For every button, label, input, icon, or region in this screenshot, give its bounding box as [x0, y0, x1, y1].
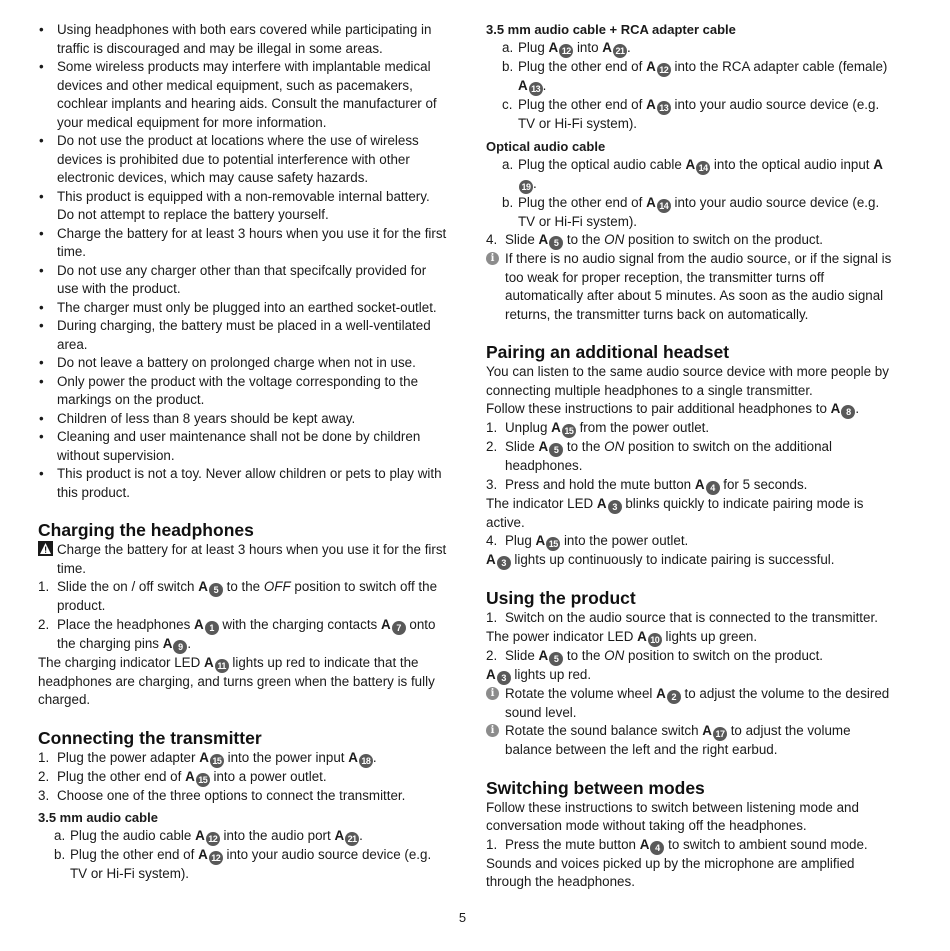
component-badge: 15	[196, 773, 210, 787]
step-text: to the	[566, 232, 601, 247]
step-number: 2.	[486, 439, 498, 454]
component-letter: A	[602, 40, 612, 55]
safety-bullet: • Do not leave a battery on prolonged charge when not in use.	[38, 354, 448, 373]
section-heading-switching: Switching between modes	[486, 777, 705, 798]
step-text: from the power outlet.	[579, 420, 710, 435]
safety-bullet: • Only power the product with the voltage corresponding to the markings on the product.	[38, 373, 448, 410]
component-badge: 10	[648, 633, 662, 647]
info-text: If there is no audio signal from the audio source, or if the signal is too weak for proper reception, the transmitter turns off automatically after about 5 minutes. As soon as the audio signal returns, the transmitter turns back on automatically.	[505, 251, 892, 322]
component-badge: 18	[359, 754, 373, 768]
component-letter: A	[198, 847, 208, 862]
info-text: to adjust the volume to the desired sound level.	[505, 685, 890, 720]
note-text: blinks quickly to indicate pairing mode is active.	[486, 495, 864, 530]
connect-step-3	[38, 787, 448, 806]
note-text: The power indicator LED	[486, 628, 634, 644]
component-letter: A	[334, 828, 345, 843]
component-letter: A	[204, 654, 214, 670]
connect-step-1	[38, 749, 448, 768]
option-heading: 3.5 mm audio cable + RCA adapter cable	[486, 22, 736, 37]
switch-position: ON	[604, 439, 625, 454]
component-badge: 5	[209, 583, 223, 597]
info-note	[486, 250, 896, 324]
step-text: .	[187, 635, 192, 651]
component-letter: A	[646, 97, 656, 112]
component-letter: A	[198, 579, 208, 594]
step-text: Plug the other end of	[70, 847, 195, 862]
safety-bullet: • Do not use any charger other than that specifcally provided for use with the product.	[38, 262, 448, 299]
step-text: .	[372, 749, 377, 765]
component-badge: 13	[657, 101, 671, 115]
component-letter: A	[685, 156, 696, 172]
step-text: Plug the power adapter	[57, 749, 196, 765]
charging-led-note	[38, 654, 448, 710]
using-power-note	[486, 628, 896, 647]
option-step	[38, 846, 448, 884]
component-letter: A	[535, 533, 546, 548]
note-text: lights up red.	[514, 666, 592, 682]
step-number: 4.	[486, 533, 498, 548]
step-number: 1.	[486, 610, 498, 625]
component-badge: 4	[650, 841, 664, 855]
component-badge: 12	[559, 44, 573, 58]
step-text: into	[576, 40, 599, 55]
pairing-step-4	[486, 532, 896, 551]
step-number: 1.	[486, 836, 498, 852]
step-text: into your audio source device (e.g. TV or Hi-Fi system).	[70, 847, 432, 881]
component-letter: A	[518, 78, 528, 93]
step-number: 2.	[486, 647, 498, 663]
component-letter: A	[162, 635, 173, 651]
component-letter: A	[596, 495, 607, 511]
step-text: into the power outlet.	[563, 533, 689, 548]
component-badge: 12	[206, 832, 220, 846]
step-text: Slide	[505, 232, 535, 247]
step-text: Plug the optical audio cable	[518, 156, 682, 172]
option-step	[486, 156, 896, 194]
component-badge: 5	[549, 443, 563, 457]
switch-position: ON	[604, 647, 625, 663]
component-letter: A	[194, 616, 204, 632]
pairing-done-note	[486, 551, 896, 570]
component-badge: 14	[696, 161, 710, 175]
component-badge: 5	[549, 236, 563, 250]
component-letter: A	[646, 194, 656, 210]
component-badge: 12	[209, 851, 223, 865]
step-text: to the	[226, 579, 261, 594]
step-number: 1.	[38, 579, 50, 594]
component-letter: A	[551, 420, 561, 435]
step-text: Press and hold the mute button	[505, 476, 692, 492]
component-badge: 2	[667, 690, 681, 704]
step-text: into your audio source device (e.g. TV or Hi-Fi system).	[518, 97, 880, 131]
component-letter: A	[199, 749, 209, 765]
component-letter: A	[702, 723, 712, 738]
step-text: position to switch off the product.	[57, 579, 438, 613]
pairing-intro: You can listen to the same audio source device with more people by connecting multiple headphones to a single transmitter.	[486, 364, 889, 398]
charging-step-1	[38, 578, 448, 616]
safety-bullet: • Charge the battery for at least 3 hours when you use it for the first time.	[38, 225, 448, 262]
step-text: into your audio source device (e.g. TV or Hi-Fi system).	[518, 194, 880, 229]
component-letter: A	[656, 685, 666, 701]
option-heading: 3.5 mm audio cable	[38, 810, 158, 825]
option-step	[486, 194, 896, 232]
pairing-step-2	[486, 438, 896, 476]
section-heading-pairing: Pairing an additional headset	[486, 342, 730, 362]
info-note	[486, 685, 896, 723]
option-step	[38, 827, 448, 846]
step-text: Plug the other end of	[57, 768, 182, 784]
using-step-2	[486, 647, 896, 666]
component-letter: A	[486, 666, 496, 682]
charging-warning	[38, 541, 448, 578]
step-text: into a power outlet.	[213, 768, 327, 784]
step-text: Plug the other end of	[518, 194, 643, 210]
step-letter: a.	[502, 40, 514, 55]
step-number: 2.	[38, 768, 50, 784]
component-badge: 5	[549, 652, 563, 666]
step-text: to the	[566, 439, 601, 454]
safety-bullet: • Using headphones with both ears covered while participating in traffic is discouraged and may be illegal in some areas.	[38, 21, 448, 58]
step-text: Slide the on / off switch	[57, 579, 195, 594]
note-text: The charging indicator LED	[38, 654, 201, 670]
step-text: into the power input	[227, 749, 345, 765]
step-text: position to switch on the additional headphones.	[505, 439, 832, 473]
component-badge: 19	[519, 180, 533, 194]
component-letter: A	[830, 401, 841, 416]
step-number: 1.	[486, 420, 498, 435]
component-badge: 13	[529, 82, 543, 96]
info-text: to adjust the volume balance between the left and the right earbud.	[505, 723, 851, 757]
component-letter: A	[486, 552, 496, 567]
page-number: 5	[458, 910, 467, 925]
note-text: lights up continuously to indicate pairing is successful.	[514, 552, 835, 567]
step-text: Plug the other end of	[518, 59, 643, 74]
pairing-step-1	[486, 419, 896, 438]
step-text: into the RCA adapter cable (female)	[674, 59, 888, 74]
using-step-1	[486, 609, 896, 628]
step-text: .	[542, 78, 547, 93]
component-letter: A	[548, 40, 559, 55]
component-letter: A	[380, 616, 391, 632]
component-badge: 8	[841, 405, 855, 419]
component-badge: 14	[657, 199, 671, 213]
step-text: .	[359, 828, 363, 843]
info-text: Rotate the volume wheel	[505, 685, 653, 701]
step-text: .	[626, 40, 631, 55]
step-text: into the audio port	[223, 828, 331, 843]
charging-step-2	[38, 616, 448, 654]
safety-bullet: • This product is equipped with a non-removable internal battery. Do not attempt to replace the battery yourself.	[38, 188, 448, 225]
section-heading-connecting: Connecting the transmitter	[38, 727, 262, 748]
step-text: Press the mute button	[505, 836, 637, 852]
step-number: 3.	[38, 787, 50, 803]
step-letter: a.	[502, 156, 514, 172]
safety-bullet: • Do not use the product at locations where the use of wireless devices is prohibited due to potential interference with other electronic devices, which may cause safety hazards.	[38, 132, 448, 188]
warning-icon	[38, 541, 53, 556]
step-text: for 5 seconds.	[723, 476, 808, 492]
component-badge: 3	[497, 556, 511, 570]
step-text: Slide	[505, 647, 535, 663]
safety-bullet: • During charging, the battery must be placed in a well-ventilated area.	[38, 317, 448, 354]
switching-intro: Follow these instructions to switch between listening mode and conversation mode without taking off the headphones.	[486, 799, 859, 833]
component-letter: A	[639, 836, 650, 852]
info-text: Rotate the sound balance switch	[505, 723, 699, 738]
step-text: Unplug	[505, 420, 548, 435]
step-letter: a.	[54, 828, 66, 843]
intro-text: Follow these instructions to pair additional headphones to	[486, 401, 827, 416]
step-text: to switch to ambient sound mode.	[668, 836, 868, 852]
step-text: .	[533, 175, 537, 191]
safety-bullet-list	[38, 21, 448, 502]
component-badge: 3	[608, 500, 622, 514]
component-letter: A	[637, 628, 647, 644]
switch-position: ON	[604, 232, 625, 247]
component-letter: A	[694, 476, 705, 492]
warning-text: Charge the battery for at least 3 hours when you use it for the first time.	[57, 542, 447, 576]
option-step	[486, 96, 896, 134]
option-step	[486, 58, 896, 96]
component-letter: A	[538, 232, 549, 247]
safety-bullet: • This product is not a toy. Never allow children or pets to play with this product.	[38, 465, 448, 502]
step-text: Plug	[505, 533, 532, 548]
info-icon: i	[486, 724, 499, 737]
intro-text: .	[855, 401, 860, 416]
component-letter: A	[195, 828, 205, 843]
connect-step-4	[486, 231, 896, 250]
safety-bullet: • Children of less than 8 years should be kept away.	[38, 410, 448, 429]
step-text: Switch on the audio source that is connected to the transmitter.	[505, 610, 878, 625]
note-text: lights up red to indicate that the headphones are charging, and turns green when the battery is fully charged.	[38, 654, 435, 707]
note-text: The indicator LED	[486, 495, 594, 511]
step-text: with the charging contacts	[222, 616, 378, 632]
component-badge: 3	[497, 671, 511, 685]
right-column	[486, 21, 896, 892]
step-number: 4.	[486, 232, 498, 247]
using-red-note	[486, 666, 896, 685]
step-text: onto the charging pins	[57, 616, 436, 651]
component-badge: 1	[205, 621, 219, 635]
section-heading-charging: Charging the headphones	[38, 520, 254, 540]
note-text: lights up green.	[665, 628, 758, 644]
step-text: to the	[566, 647, 601, 663]
left-column	[38, 21, 448, 884]
step-text: Slide	[505, 439, 535, 454]
step-letter: b.	[502, 59, 514, 74]
component-letter: A	[646, 59, 656, 74]
step-letter: b.	[502, 194, 514, 210]
step-text: position to switch on the product.	[628, 647, 824, 663]
info-icon: i	[486, 687, 499, 700]
switching-note: Sounds and voices picked up by the microphone are amplified through the headphones.	[486, 855, 855, 889]
section-heading-using: Using the product	[486, 588, 636, 608]
step-text: Plug the audio cable	[70, 828, 192, 843]
component-letter: A	[538, 439, 549, 454]
option-step	[486, 39, 896, 58]
component-badge: 15	[210, 754, 224, 768]
component-badge: 12	[657, 63, 671, 77]
component-letter: A	[873, 156, 883, 172]
component-letter: A	[348, 749, 358, 765]
component-badge: 17	[713, 727, 727, 741]
step-number: 1.	[38, 749, 50, 765]
switching-step-1	[486, 836, 896, 855]
step-letter: b.	[54, 847, 66, 862]
info-icon: i	[486, 252, 499, 265]
component-badge: 7	[392, 621, 406, 635]
info-note	[486, 722, 896, 760]
safety-bullet: • The charger must only be plugged into an earthed socket-outlet.	[38, 299, 448, 318]
step-letter: c.	[502, 97, 513, 112]
step-text: Plug	[518, 40, 545, 55]
component-badge: 21	[345, 832, 359, 846]
component-badge: 15	[546, 537, 560, 551]
component-badge: 9	[173, 640, 187, 654]
pairing-step-3	[486, 476, 896, 495]
step-text: into the optical audio input	[713, 156, 870, 172]
component-letter: A	[538, 647, 549, 663]
pairing-follow	[486, 400, 896, 419]
step-number: 3.	[486, 476, 498, 492]
step-text: position to switch on the product.	[628, 232, 824, 247]
option-heading: Optical audio cable	[486, 138, 606, 154]
step-text: Plug the other end of	[518, 97, 643, 112]
component-badge: 4	[706, 481, 720, 495]
step-number: 2.	[38, 616, 50, 632]
connect-step-2	[38, 768, 448, 787]
component-badge: 15	[562, 424, 576, 438]
step-text: Choose one of the three options to connect the transmitter.	[57, 787, 406, 803]
pairing-led-note	[486, 495, 896, 533]
step-text: Place the headphones	[57, 616, 191, 632]
component-letter: A	[185, 768, 195, 784]
safety-bullet: • Cleaning and user maintenance shall not be done by children without supervision.	[38, 428, 448, 465]
component-badge: 21	[613, 44, 627, 58]
component-badge: 11	[215, 659, 229, 673]
switch-position: OFF	[263, 579, 291, 594]
safety-bullet: • Some wireless products may interfere with implantable medical devices and other medical equipment, such as pacemakers, cochlear implants and hearing aids. Consult the manufacturer of your medical equipment for more information.	[38, 58, 448, 132]
